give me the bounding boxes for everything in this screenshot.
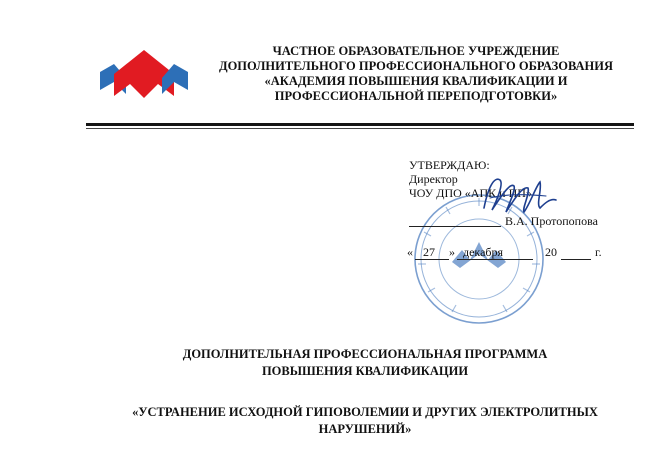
program-title xyxy=(90,404,640,438)
date-year-underline xyxy=(561,259,591,260)
program-title-line-2: НАРУШЕНИЙ» xyxy=(318,422,412,436)
approved-label: УТВЕРЖДАЮ: xyxy=(409,158,490,172)
organization-header xyxy=(196,44,636,104)
date-year-suffix: г. xyxy=(595,245,602,259)
date-month: декабря xyxy=(463,245,504,259)
program-title-line-1: «УСТРАНЕНИЕ ИСХОДНОЙ ГИПОВОЛЕМИИ И ДРУГИХ ЭЛЕКТРОЛИТНЫХ xyxy=(132,405,598,419)
org-line-2: ДОПОЛНИТЕЛЬНОГО ПРОФЕССИОНАЛЬНОГО ОБРАЗОВАНИЯ xyxy=(218,59,614,73)
date-year-prefix: 20 xyxy=(545,245,557,259)
date-open-quote: « xyxy=(407,245,413,259)
org-line-1: ЧАСТНОЕ ОБРАЗОВАТЕЛЬНОЕ УЧРЕЖДЕНИЕ xyxy=(272,44,560,58)
date-day: 27 xyxy=(423,245,435,259)
header-divider-thick xyxy=(86,123,634,126)
approver-position: Директор xyxy=(409,172,458,186)
approver-organization: ЧОУ ДПО «АПК и ПП» xyxy=(409,186,532,200)
program-type-line-2: ПОВЫШЕНИЯ КВАЛИФИКАЦИИ xyxy=(261,364,469,378)
signer-name: В.А. Протопопова xyxy=(505,214,598,228)
program-type-line-1: ДОПОЛНИТЕЛЬНАЯ ПРОФЕССИОНАЛЬНАЯ ПРОГРАММА xyxy=(182,347,548,361)
org-line-3: «АКАДЕМИЯ ПОВЫШЕНИЯ КВАЛИФИКАЦИИ И xyxy=(264,74,568,88)
date-month-underline xyxy=(457,259,533,260)
academy-logo xyxy=(100,50,188,110)
handwritten-signature xyxy=(470,168,560,228)
program-type xyxy=(90,346,640,380)
date-close-quote: » xyxy=(449,245,455,259)
date-day-underline xyxy=(415,259,449,260)
header-divider-thin xyxy=(86,128,634,129)
org-line-4: ПРОФЕССИОНАЛЬНОЙ ПЕРЕПОДГОТОВКИ» xyxy=(274,89,558,103)
